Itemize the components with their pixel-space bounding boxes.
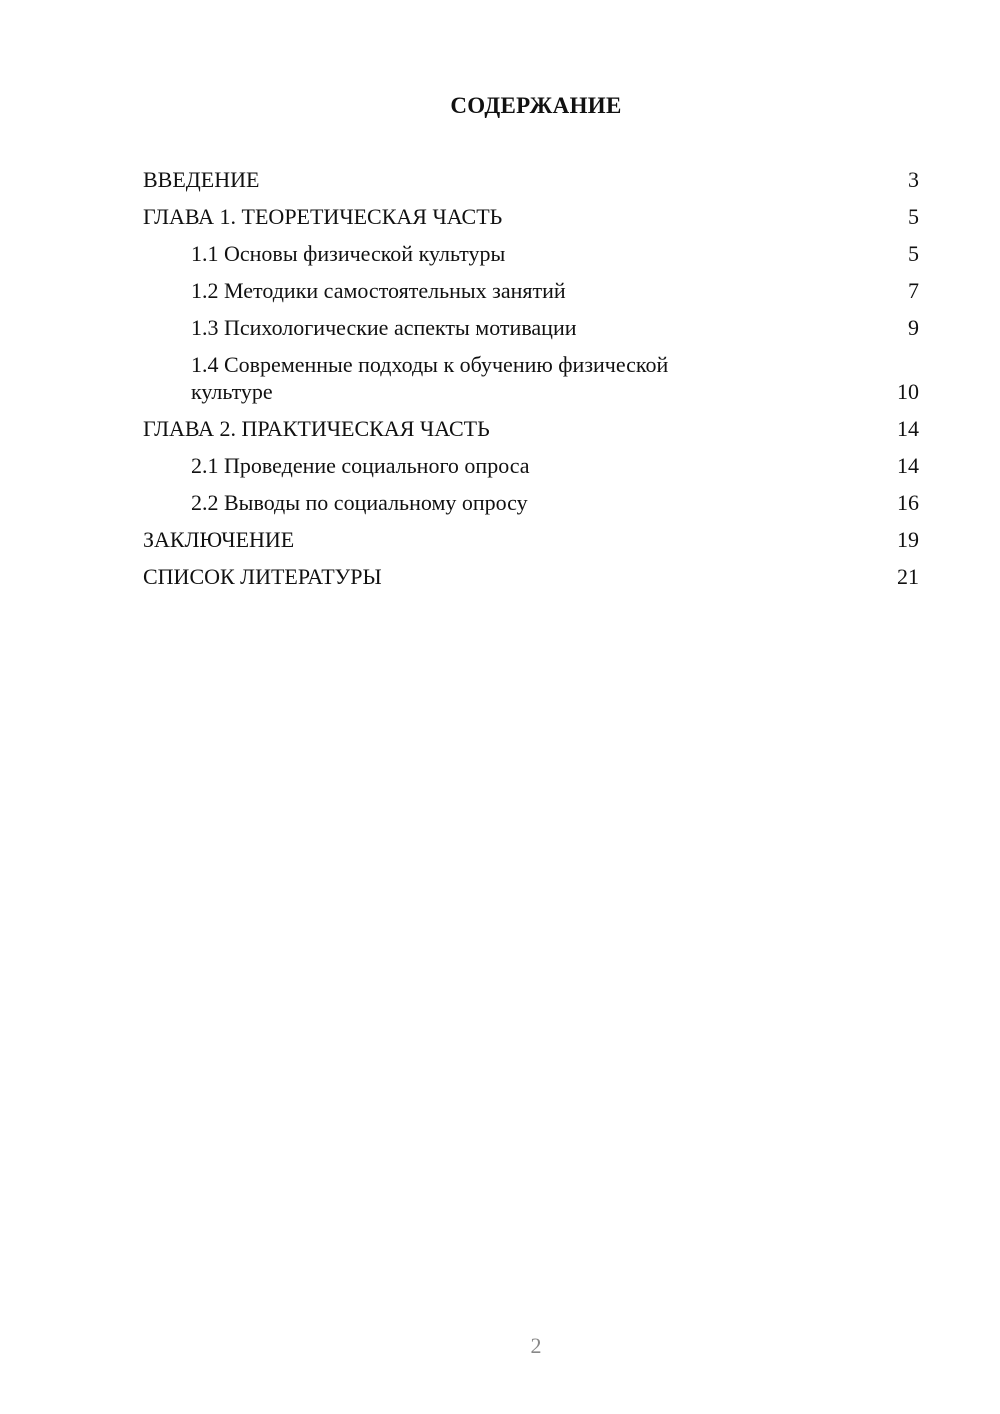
toc-entry-label: ЗАКЛЮЧЕНИЕ	[143, 527, 295, 552]
toc-entry-chapter-2[interactable]	[143, 415, 919, 442]
page-number: 2	[530, 1333, 542, 1358]
toc-entry-section-2-1[interactable]	[143, 452, 919, 479]
toc-entry-section-1-4[interactable]	[143, 351, 919, 405]
toc-entry-label: 2.1 Проведение социального опроса	[191, 453, 530, 478]
toc-entry-section-2-2[interactable]	[143, 489, 919, 516]
toc-entry-label: ГЛАВА 2. ПРАКТИЧЕСКАЯ ЧАСТЬ	[143, 416, 490, 441]
table-of-contents	[143, 166, 919, 600]
toc-entry-page: 14	[897, 416, 919, 441]
toc-entry-page: 19	[897, 527, 919, 552]
toc-title: СОДЕРЖАНИЕ	[450, 93, 622, 118]
toc-entry-introduction[interactable]	[143, 166, 919, 193]
toc-entry-label: ГЛАВА 1. ТЕОРЕТИЧЕСКАЯ ЧАСТЬ	[143, 204, 503, 229]
toc-entry-label: 1.4 Современные подходы к обучению физической культуре	[191, 352, 669, 404]
toc-entry-label: ВВЕДЕНИЕ	[143, 167, 260, 192]
toc-entry-label: 1.2 Методики самостоятельных занятий	[191, 278, 566, 303]
toc-entry-page: 5	[908, 241, 919, 266]
toc-entry-section-1-3[interactable]	[143, 314, 919, 341]
toc-entry-references[interactable]	[143, 563, 919, 590]
toc-entry-page: 14	[897, 453, 919, 478]
toc-entry-page: 21	[897, 564, 919, 589]
toc-entry-chapter-1[interactable]	[143, 203, 919, 230]
toc-entry-page: 9	[908, 315, 919, 340]
toc-entry-label: 2.2 Выводы по социальному опросу	[191, 490, 528, 515]
toc-entry-page: 10	[897, 379, 919, 404]
toc-entry-page: 3	[908, 167, 919, 192]
toc-entry-section-1-2[interactable]	[143, 277, 919, 304]
toc-entry-section-1-1[interactable]	[143, 240, 919, 267]
toc-entry-label: 1.1 Основы физической культуры	[191, 241, 506, 266]
toc-entry-page: 5	[908, 204, 919, 229]
toc-entry-page: 7	[908, 278, 919, 303]
toc-entry-label: 1.3 Психологические аспекты мотивации	[191, 315, 577, 340]
toc-entry-page: 16	[897, 490, 919, 515]
toc-entry-conclusion[interactable]	[143, 526, 919, 553]
toc-entry-label: СПИСОК ЛИТЕРАТУРЫ	[143, 564, 382, 589]
